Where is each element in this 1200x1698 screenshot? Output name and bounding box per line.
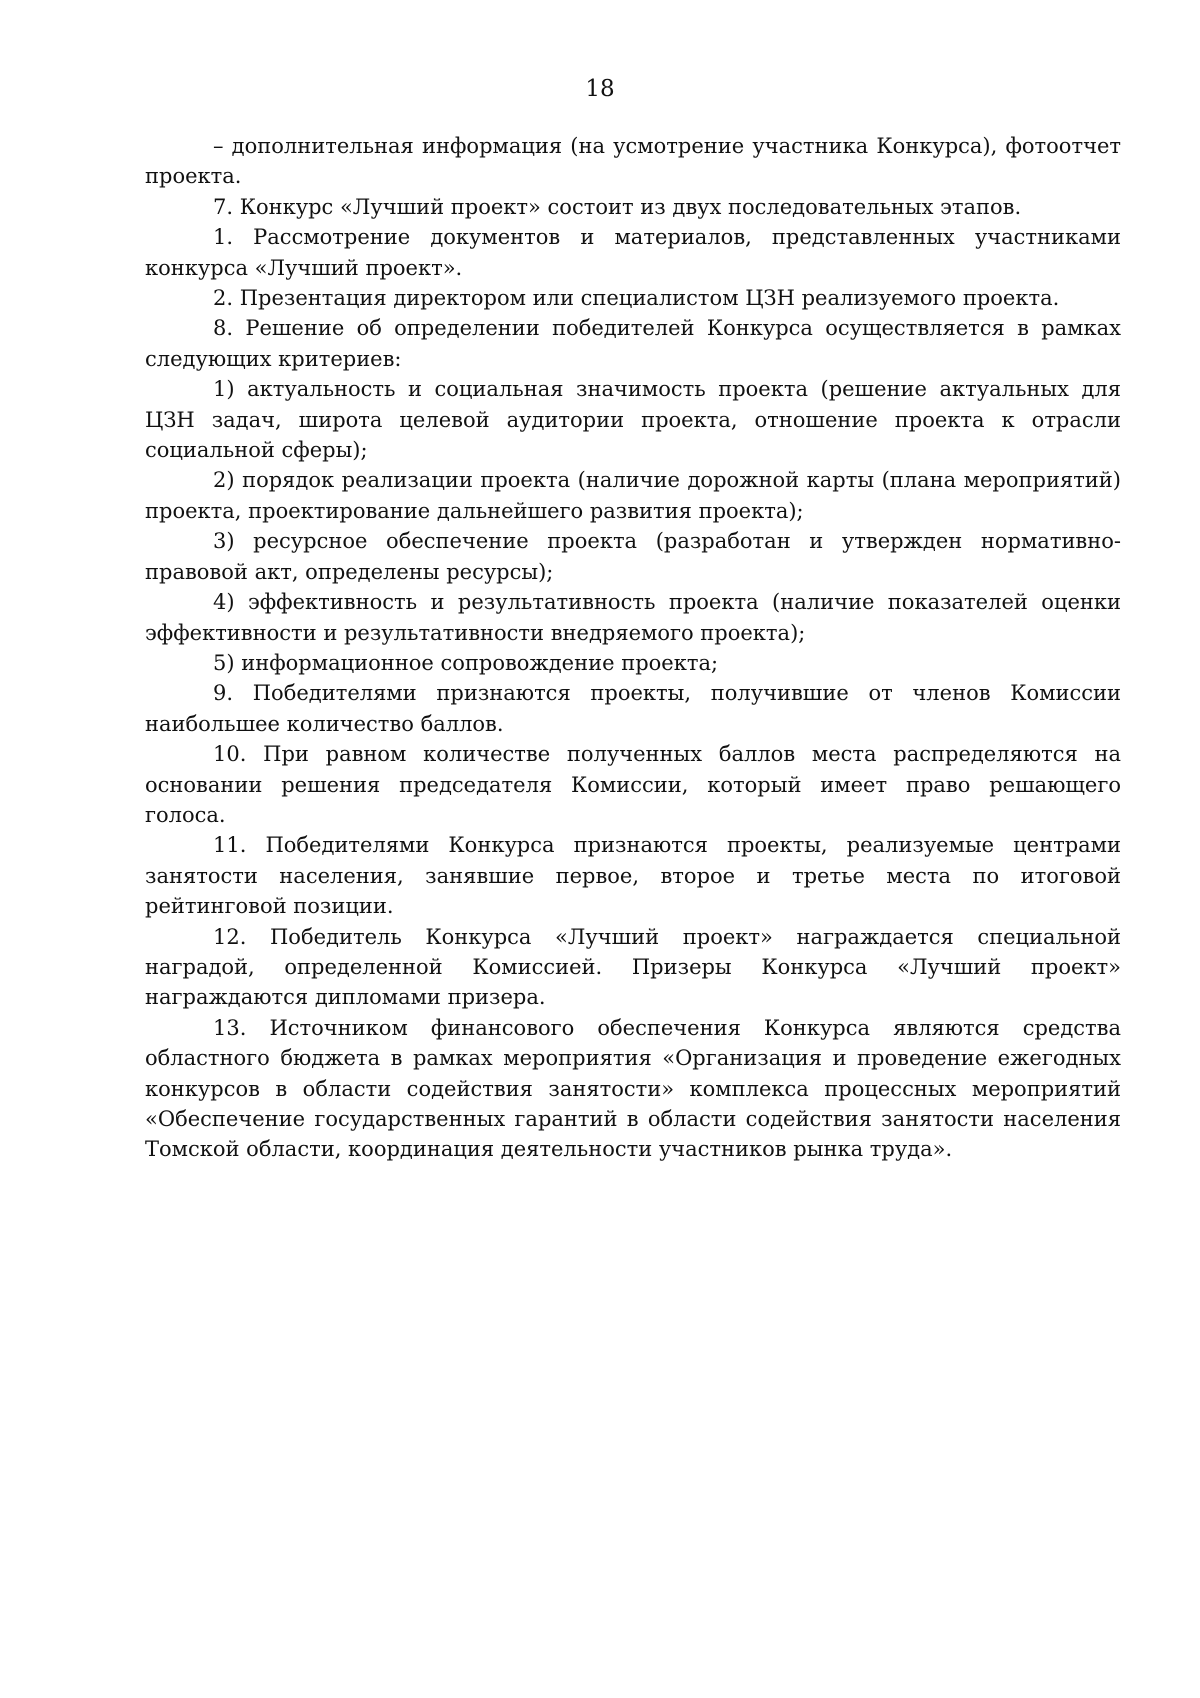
paragraph-10-equal-points: 10. При равном количестве полученных баллов места распределяются на основании решения председателя Комиссии, который имеет право решающего голоса.: [145, 742, 1121, 827]
document-body: [145, 131, 1121, 1165]
paragraph-7-stages: 7. Конкурс «Лучший проект» состоит из двух последовательных этапов.: [213, 194, 1022, 219]
paragraph-criterion-1: 1) актуальность и социальная значимость проекта (решение актуальных для ЦЗН задач, широта целевой аудитории проекта, отношение проекта к отрасли социальной сферы);: [145, 377, 1121, 463]
paragraph-11-winner-places: 11. Победителями Конкурса признаются проекты, реализуемые центрами занятости населения, занявшие первое, второе и третье места по итоговой рейтинговой позиции.: [145, 833, 1121, 919]
paragraph-8-criteria: 8. Решение об определении победителей Конкурса осуществляется в рамках следующих критериев:: [145, 316, 1121, 371]
paragraph-stage-1: 1. Рассмотрение документов и материалов, представленных участниками конкурса «Лучший проект».: [145, 225, 1121, 280]
paragraph-criterion-3: 3) ресурсное обеспечение проекта (разработан и утвержден нормативно-правовой акт, определены ресурсы);: [145, 529, 1121, 584]
paragraph-criterion-4: 4) эффективность и результативность проекта (наличие показателей оценки эффективности и результативности внедряемого проекта);: [145, 590, 1121, 645]
paragraph-12-awards: 12. Победитель Конкурса «Лучший проект» награждается специальной наградой, определенной Комиссией. Призеры Конкурса «Лучший проект» награждаются дипломами призера.: [145, 924, 1121, 1010]
paragraph-13-funding: 13. Источником финансового обеспечения Конкурса являются средства областного бюджета в рамках мероприятия «Организация и проведение ежегодных конкурсов в области содействия занятости» комплекса процессных мероприятий «Обеспечение государственных гарантий в области содействия занятости населения Томской области, координация деятельности участников рынка труда».: [145, 1015, 1121, 1162]
page-number: 18: [585, 76, 615, 102]
paragraph-criterion-5: 5) информационное сопровождение проекта;: [213, 650, 719, 675]
paragraph-stage-2: 2. Презентация директором или специалистом ЦЗН реализуемого проекта.: [213, 286, 1060, 311]
paragraph-9-winners: 9. Победителями признаются проекты, получившие от членов Комиссии наибольшее количество баллов.: [145, 681, 1121, 736]
paragraph-additional-info: – дополнительная информация (на усмотрение участника Конкурса), фотоотчет проекта.: [145, 134, 1121, 189]
paragraph-criterion-2: 2) порядок реализации проекта (наличие дорожной карты (плана мероприятий) проекта, проектирование дальнейшего развития проекта);: [145, 468, 1121, 523]
